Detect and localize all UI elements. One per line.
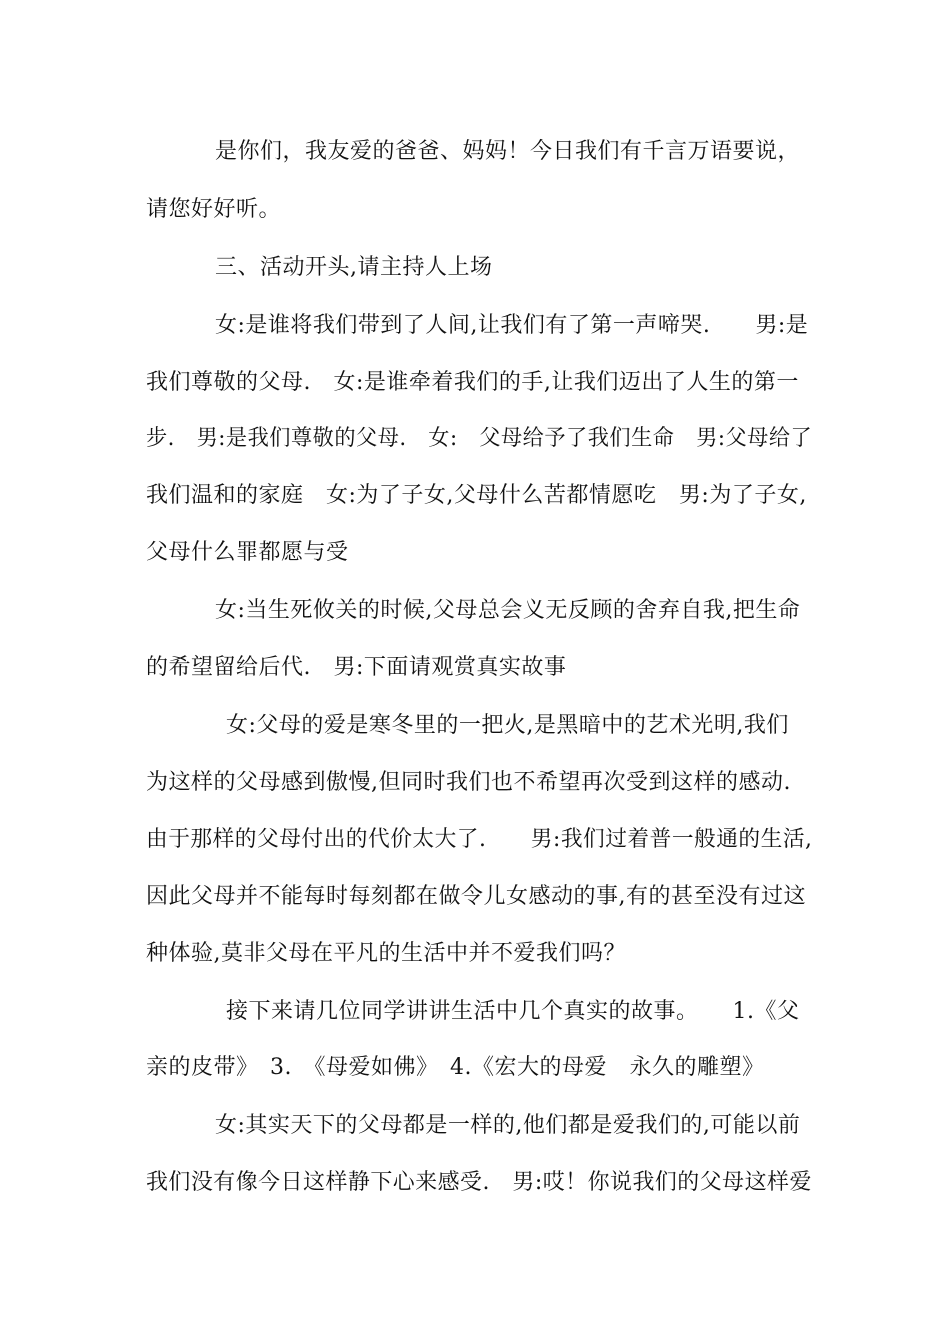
- text-line: 由于那样的父母付出的代价太大了. 男:我们过着普一般通的生活,: [146, 827, 813, 852]
- text-line: 我们尊敬的父母. 女:是谁牵着我们的手,让我们迈出了人生的第一: [146, 370, 799, 395]
- text-line: 是你们，我友爱的爸爸、妈妈！今日我们有千言万语要说，: [215, 139, 801, 164]
- text-line: 女:当生死攸关的时候,父母总会义无反顾的舍弃自我,把生命: [215, 598, 801, 623]
- section-heading: 三、活动开头,请主持人上场: [215, 255, 493, 280]
- text-line: 请您好好听。: [146, 197, 282, 222]
- text-line: 女:是谁将我们带到了人间,让我们有了第一声啼哭. 男:是: [215, 313, 809, 338]
- text-line: 接下来请几位同学讲讲生活中几个真实的故事。 1.《父: [226, 999, 800, 1024]
- text-line: 因此父母并不能每时每刻都在做令儿女感动的事,有的甚至没有过这: [146, 884, 806, 909]
- text-line: 女:父母的爱是寒冬里的一把火,是黑暗中的艺术光明,我们: [226, 713, 789, 738]
- text-line: 种体验,莫非父母在平凡的生活中并不爱我们吗？: [146, 941, 626, 966]
- text-line: 亲的皮带》 3. 《母爱如佛》 4.《宏大的母爱 永久的雕塑》: [146, 1055, 765, 1080]
- text-line: 步. 男:是我们尊敬的父母. 女: 父母给予了我们生命 男:父母给了: [146, 426, 813, 451]
- text-line: 女:其实天下的父母都是一样的,他们都是爱我们的,可能以前: [215, 1113, 801, 1138]
- text-line: 父母什么罪都愿与受: [146, 540, 349, 565]
- text-line: 的希望留给后代. 男:下面请观赏真实故事: [146, 655, 567, 680]
- text-line: 为这样的父母感到傲慢,但同时我们也不希望再次受到这样的感动.: [146, 770, 791, 795]
- text-line: 我们没有像今日这样静下心来感受. 男:哎！你说我们的父母这样爱: [146, 1170, 812, 1195]
- text-line: 我们温和的家庭 女:为了子女,父母什么苦都情愿吃 男:为了子女,: [146, 483, 807, 508]
